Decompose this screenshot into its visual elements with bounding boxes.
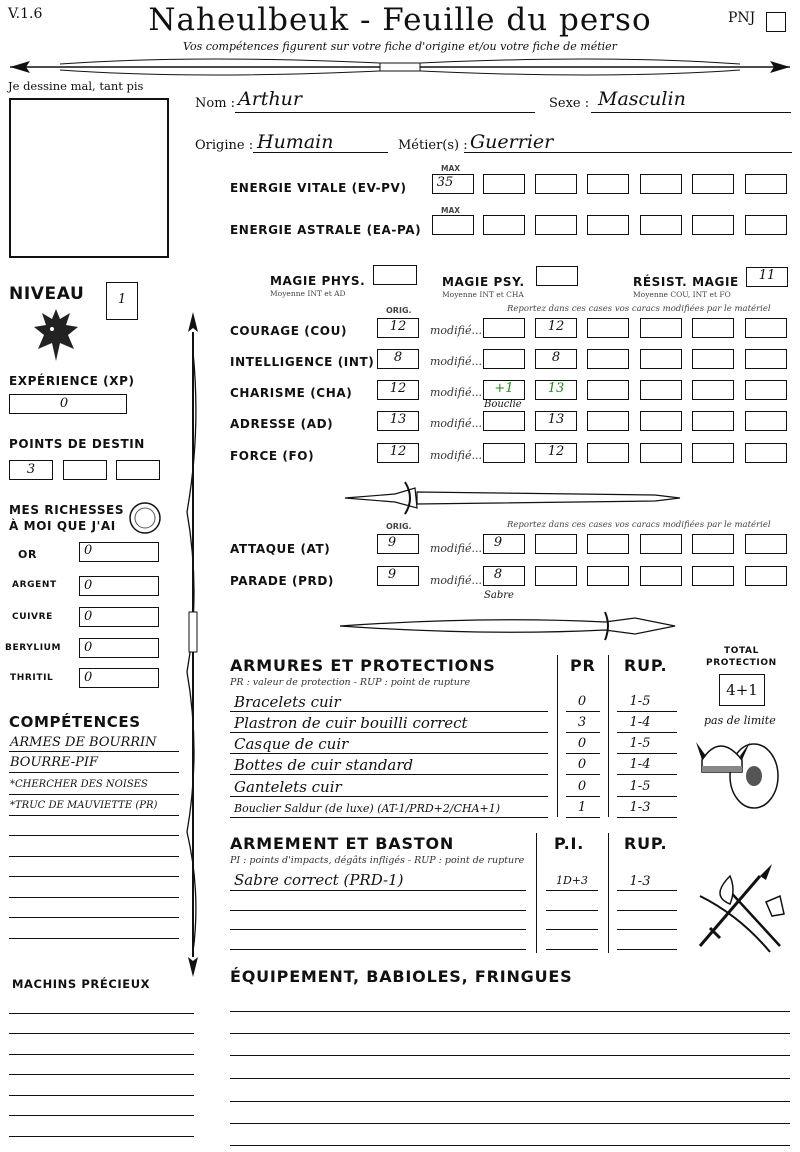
dragon-icon: [30, 305, 82, 365]
metier-value[interactable]: Guerrier: [470, 131, 554, 153]
helmet-shield-icon: [696, 730, 786, 812]
combat-mod-box[interactable]: [587, 566, 629, 586]
magie-phys-box[interactable]: [373, 265, 417, 285]
carac-mod-box[interactable]: [692, 443, 734, 463]
combat-mod-box[interactable]: [745, 534, 787, 554]
sexe-label: Sexe :: [549, 96, 590, 111]
argent-value: 0: [84, 578, 93, 593]
carac-mod-box[interactable]: [587, 411, 629, 431]
combat-mod-box[interactable]: [587, 534, 629, 554]
ev-box-4[interactable]: [587, 174, 629, 194]
carac-mod-box[interactable]: [692, 380, 734, 400]
resist-magie-note: Moyenne COU, INT et FO: [633, 290, 731, 299]
combat-reportez-note: Reportez dans ces cases vos caracs modifiées par le matériel: [507, 520, 771, 530]
total-label-1: TOTAL: [724, 646, 759, 656]
portrait-caption: Je dessine mal, tant pis: [8, 79, 144, 93]
armure-rup: 1-4: [629, 757, 651, 772]
combat-note: Sabre: [484, 590, 514, 601]
carac-mod-box[interactable]: [483, 318, 525, 338]
richesses-label-2: À MOI QUE J'AI: [9, 519, 116, 533]
combat-modified-value: 9: [493, 535, 503, 550]
armure-line: [230, 774, 548, 775]
total-label-2: PROTECTION: [706, 658, 777, 668]
carac-orig-value: 12: [389, 444, 407, 459]
armure-rup-line: [617, 817, 677, 818]
ea-box-3[interactable]: [535, 215, 577, 235]
carac-mod-box[interactable]: [692, 349, 734, 369]
armure-rup-line: [617, 753, 677, 754]
thritil-value: 0: [84, 670, 93, 685]
experience-value: 0: [59, 396, 69, 411]
destin-box-2[interactable]: [63, 460, 107, 480]
ea-box-4[interactable]: [587, 215, 629, 235]
magie-psy-note: Moyenne INT et CHA: [442, 290, 524, 299]
portrait-frame[interactable]: [9, 98, 169, 258]
magie-phys-note: Moyenne INT et AD: [270, 289, 346, 298]
combat-label: PARADE (PRD): [230, 574, 335, 588]
carac-mod-box[interactable]: [587, 380, 629, 400]
carac-mod-box[interactable]: [640, 318, 682, 338]
carac-label: COURAGE (COU): [230, 324, 348, 338]
armure-rup: 1-5: [629, 694, 651, 709]
competence-4: *TRUC DE MAUVIETTE (PR): [10, 800, 158, 811]
origine-label: Origine :: [195, 138, 254, 153]
total-protection-value: 4+1: [726, 681, 758, 699]
machins-label: MACHINS PRÉCIEUX: [12, 977, 151, 991]
vertical-spear-icon: [183, 312, 203, 977]
arme-pi: 1D+3: [555, 874, 589, 887]
caracs-orig-label: ORIG.: [386, 306, 412, 315]
armure-pr: 0: [577, 757, 587, 772]
carac-modifie-label: modifié...: [430, 449, 482, 462]
armure-line: [230, 753, 548, 754]
nom-label: Nom :: [195, 96, 236, 111]
armure-name[interactable]: Casque de cuir: [234, 735, 349, 753]
ev-box-3[interactable]: [535, 174, 577, 194]
combat-orig-label: ORIG.: [386, 522, 412, 531]
ea-max-label: MAX: [441, 206, 461, 215]
combat-modifie-label: modifié...: [430, 542, 482, 555]
sabre-icon: [335, 606, 685, 646]
magie-phys-label: MAGIE PHYS.: [270, 274, 366, 288]
carac-final-value: 8: [551, 350, 561, 365]
ea-box-6[interactable]: [692, 215, 734, 235]
equipement-title: ÉQUIPEMENT, BABIOLES, FRINGUES: [230, 967, 573, 986]
armures-pr-header: PR: [570, 656, 596, 675]
armement-rup-header: RUP.: [624, 834, 668, 853]
combat-mod-box[interactable]: [745, 566, 787, 586]
combat-mod-box[interactable]: [692, 534, 734, 554]
niveau-label: NIVEAU: [9, 284, 85, 304]
carac-modifie-label: modifié...: [430, 355, 482, 368]
carac-mod-box[interactable]: [483, 443, 525, 463]
carac-orig-value: 13: [389, 412, 407, 427]
arme-line: [230, 890, 526, 891]
armure-pr-line: [566, 774, 600, 775]
or-value: 0: [84, 543, 93, 558]
ea-label: ENERGIE ASTRALE (EA-PA): [230, 223, 422, 237]
carac-mod-box[interactable]: [483, 411, 525, 431]
armure-rup: 1-3: [629, 800, 651, 815]
carac-mod-box[interactable]: [640, 411, 682, 431]
magie-psy-box[interactable]: [536, 266, 578, 286]
armure-name[interactable]: Bouclier Saldur (de luxe) (AT-1/PRD+2/CHA+1): [234, 802, 501, 815]
carac-label: ADRESSE (AD): [230, 417, 334, 431]
argent-label: ARGENT: [12, 580, 57, 590]
carac-final-value: 12: [547, 444, 565, 459]
metier-label: Métier(s) :: [398, 138, 468, 153]
combat-mod-box[interactable]: [640, 566, 682, 586]
armure-pr: 0: [577, 779, 587, 794]
armure-rup: 1-5: [629, 736, 651, 751]
or-label: OR: [18, 548, 38, 561]
ev-box-2[interactable]: [483, 174, 525, 194]
competence-1: ARMES DE BOURRIN: [10, 735, 157, 750]
armement-pi-header: P.I.: [554, 834, 585, 853]
armure-pr: 0: [577, 694, 587, 709]
carac-mod-box[interactable]: [640, 349, 682, 369]
cuivre-value: 0: [84, 609, 93, 624]
armure-pr-line: [566, 711, 600, 712]
competences-label: COMPÉTENCES: [9, 713, 141, 731]
armure-line: [230, 732, 548, 733]
destin-label: POINTS DE DESTIN: [9, 437, 145, 451]
pnj-checkbox[interactable]: [766, 12, 786, 32]
armure-rup-line: [617, 774, 677, 775]
pas-de-limite: pas de limite: [704, 714, 776, 727]
armure-pr-line: [566, 753, 600, 754]
version-label: V.1.6: [8, 6, 43, 22]
pnj-label: PNJ: [728, 10, 756, 26]
combat-mod-box[interactable]: [535, 534, 577, 554]
armure-name[interactable]: Plastron de cuir bouilli correct: [234, 714, 468, 732]
arme-pi-line: [546, 890, 598, 891]
carac-label: INTELLIGENCE (INT): [230, 355, 375, 369]
weapons-icon: [690, 856, 790, 956]
arme-rup-line: [617, 890, 677, 891]
carac-mod-box[interactable]: [692, 318, 734, 338]
armement-legend: PI : points d'impacts, dégâts infligés - RUP : point de rupture: [230, 855, 525, 866]
carac-label: CHARISME (CHA): [230, 386, 353, 400]
competence-2: BOURRE-PIF: [10, 755, 99, 770]
destin-box-3[interactable]: [116, 460, 160, 480]
armure-line: [230, 711, 548, 712]
ev-box-5[interactable]: [640, 174, 682, 194]
cuivre-label: CUIVRE: [12, 612, 53, 622]
origine-value[interactable]: Humain: [257, 131, 334, 153]
carac-modifie-label: modifié...: [430, 417, 482, 430]
armures-rup-header: RUP.: [624, 656, 668, 675]
armure-pr: 1: [577, 800, 587, 815]
ev-label: ENERGIE VITALE (EV-PV): [230, 181, 407, 195]
carac-orig-value: 12: [389, 319, 407, 334]
armure-rup-line: [617, 732, 677, 733]
carac-orig-value: 8: [393, 350, 403, 365]
thritil-label: THRITIL: [10, 673, 54, 683]
carac-mod-box[interactable]: [640, 443, 682, 463]
arme-name[interactable]: Sabre correct (PRD-1): [234, 871, 404, 889]
resist-magie-label: RÉSIST. MAGIE: [633, 275, 739, 289]
spear-divider-icon: [0, 52, 800, 82]
carac-mod-box[interactable]: [745, 318, 787, 338]
carac-mod-box[interactable]: [640, 380, 682, 400]
armure-pr: 0: [577, 736, 587, 751]
carac-orig-value: 12: [389, 381, 407, 396]
ea-box-max[interactable]: [432, 215, 474, 235]
carac-modifie-label: modifié...: [430, 324, 482, 337]
carac-mod-box[interactable]: [745, 380, 787, 400]
ev-box-6[interactable]: [692, 174, 734, 194]
carac-mod-box[interactable]: [745, 411, 787, 431]
armure-name[interactable]: Bottes de cuir standard: [234, 756, 414, 774]
carac-label: FORCE (FO): [230, 449, 315, 463]
carac-mod-box[interactable]: [587, 349, 629, 369]
carac-mod-box[interactable]: [483, 349, 525, 369]
armure-name[interactable]: Gantelets cuir: [234, 778, 342, 796]
caracs-reportez-note: Reportez dans ces cases vos caracs modifiées par le matériel: [507, 304, 771, 314]
combat-orig-value: 9: [387, 567, 397, 582]
carac-modifier-value: +1: [494, 381, 514, 396]
ea-box-2[interactable]: [483, 215, 525, 235]
combat-mod-box[interactable]: [692, 566, 734, 586]
armure-line: [230, 796, 548, 797]
page-title: Naheulbeuk - Feuille du perso: [148, 2, 652, 38]
destin-value-1: 3: [26, 462, 36, 477]
ev-box-7[interactable]: [745, 174, 787, 194]
sexe-value[interactable]: Masculin: [598, 88, 686, 110]
armure-pr: 3: [577, 715, 587, 730]
armure-pr-line: [566, 796, 600, 797]
carac-final-value: 13: [547, 412, 565, 427]
berylium-value: 0: [84, 640, 93, 655]
competence-3: *CHERCHER DES NOISES: [10, 779, 148, 790]
armure-rup: 1-5: [629, 779, 651, 794]
nom-value[interactable]: Arthur: [238, 88, 302, 110]
page-subtitle: Vos compétences figurent sur votre fiche d'origine et/ou votre fiche de métier: [183, 40, 617, 53]
ea-box-5[interactable]: [640, 215, 682, 235]
armure-pr-line: [566, 817, 600, 818]
combat-modified-value: 8: [493, 567, 503, 582]
magie-psy-label: MAGIE PSY.: [442, 275, 525, 289]
armure-line: [230, 817, 548, 818]
combat-mod-box[interactable]: [535, 566, 577, 586]
carac-mod-box[interactable]: [745, 443, 787, 463]
ev-max-label: MAX: [441, 164, 461, 173]
sword-icon: [335, 478, 685, 518]
armure-rup-line: [617, 711, 677, 712]
carac-final-value: 12: [547, 319, 565, 334]
arme-rup: 1-3: [629, 874, 651, 889]
armure-rup-line: [617, 796, 677, 797]
armure-name[interactable]: Bracelets cuir: [234, 693, 341, 711]
armure-rup: 1-4: [629, 715, 651, 730]
armure-pr-line: [566, 732, 600, 733]
combat-mod-box[interactable]: [640, 534, 682, 554]
combat-orig-value: 9: [387, 535, 397, 550]
armures-title: ARMURES ET PROTECTIONS: [230, 656, 496, 675]
carac-mod-box[interactable]: [587, 318, 629, 338]
carac-mod-box[interactable]: [587, 443, 629, 463]
ea-box-7[interactable]: [745, 215, 787, 235]
combat-modifie-label: modifié...: [430, 574, 482, 587]
experience-label: EXPÉRIENCE (XP): [9, 374, 135, 388]
carac-mod-box[interactable]: [745, 349, 787, 369]
armement-title: ARMEMENT ET BASTON: [230, 834, 455, 853]
armures-legend: PR : valeur de protection - RUP : point de rupture: [230, 677, 471, 688]
combat-label: ATTAQUE (AT): [230, 542, 331, 556]
coin-icon: [128, 501, 162, 535]
niveau-value: 1: [117, 292, 127, 307]
ev-max-value: 35: [436, 175, 454, 190]
carac-modifie-label: modifié...: [430, 386, 482, 399]
resist-magie-value: 11: [758, 268, 776, 283]
carac-mod-box[interactable]: [692, 411, 734, 431]
carac-final-value: 13: [547, 381, 565, 396]
carac-note: Bouclie: [484, 399, 522, 410]
richesses-label-1: MES RICHESSES: [9, 503, 125, 517]
berylium-label: BERYLIUM: [5, 643, 62, 653]
